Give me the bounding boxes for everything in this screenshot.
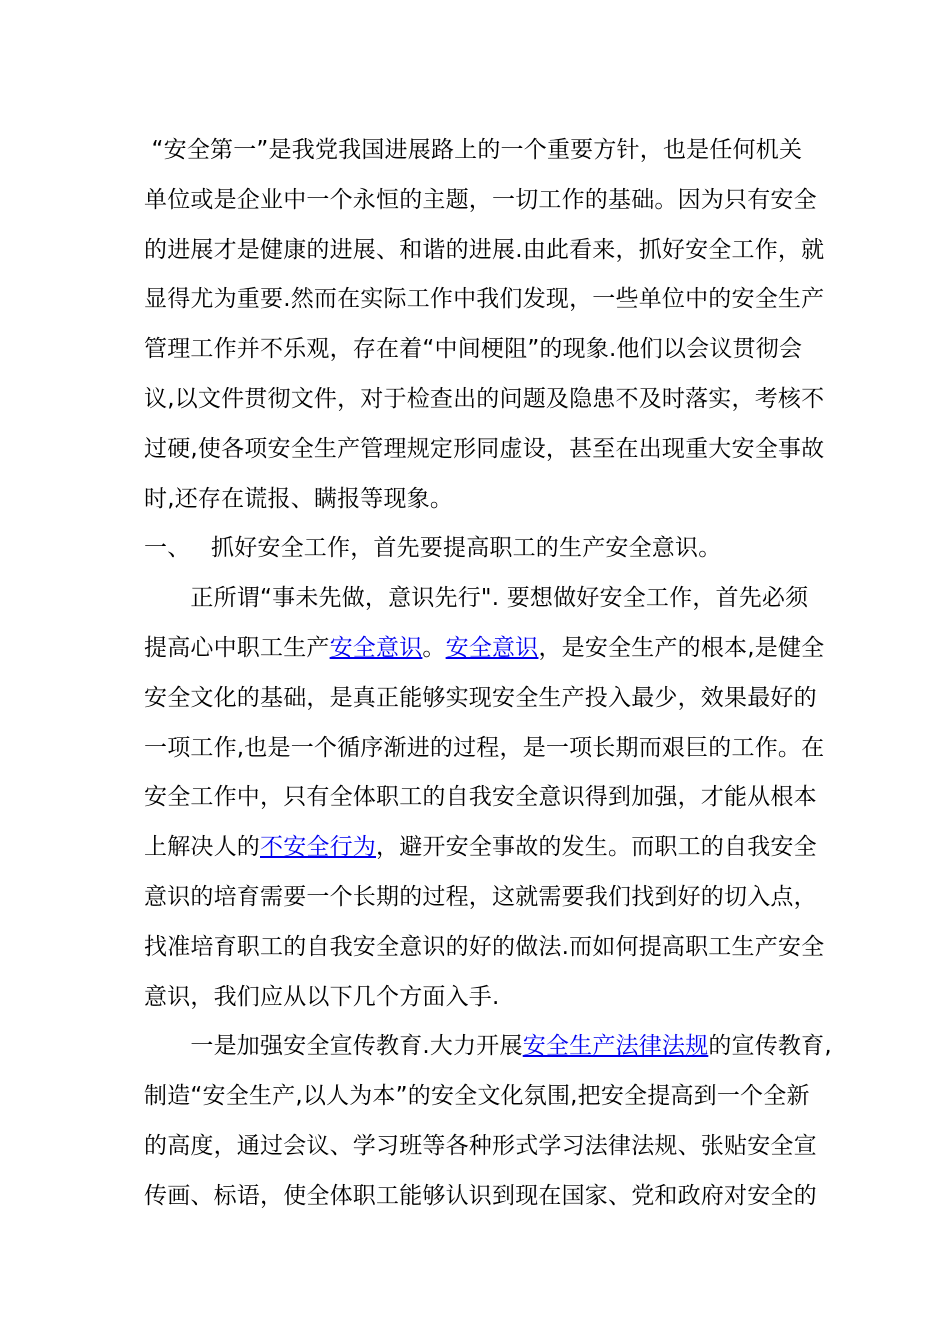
text-segment: 。	[422, 634, 446, 661]
text-segment: 一是加强安全宣传教育.大力开展	[144, 1033, 523, 1060]
text-line: 单位或是企业中一个永恒的主题，一切工作的基础。因为只有安全	[144, 186, 817, 213]
text-line: 的进展才是健康的进展、和谐的进展.由此看来，抓好安全工作，就	[144, 236, 825, 263]
link-safety-awareness-1[interactable]: 安全意识	[329, 634, 423, 661]
text-line: 安全文化的基础，是真正能够实现安全生产投入最少，效果最好的	[144, 684, 817, 711]
text-line: 传画、标语，使全体职工能够认识到现在国家、党和政府对安全的	[144, 1182, 817, 1209]
text-line: 的高度，通过会议、学习班等各种形式学习法律法规、张贴安全宣	[144, 1132, 817, 1159]
text-line: 制造“安全生产,以人为本”的安全文化氛围,把安全提高到一个全新	[144, 1083, 810, 1110]
heading-number: 一、	[144, 535, 191, 562]
link-safety-laws[interactable]: 安全生产法律法规	[522, 1033, 709, 1060]
text-line: 过硬,使各项安全生产管理规定形同虚设，甚至在出现重大安全事故	[144, 435, 825, 462]
paragraph-awareness	[144, 574, 825, 1022]
paragraph-intro	[144, 126, 825, 524]
link-unsafe-behavior[interactable]: 不安全行为	[260, 834, 376, 861]
text-line: 显得尤为重要.然而在实际工作中我们发现，一些单位中的安全生产	[144, 286, 825, 313]
text-segment: 提高心中职工生产	[144, 634, 330, 661]
paragraph-education	[144, 1022, 832, 1221]
document-page	[144, 126, 832, 1222]
heading-text: 抓好安全工作，首先要提高职工的生产安全意识。	[211, 535, 722, 562]
text-line: 时,还存在谎报、瞒报等现象。	[144, 485, 454, 512]
text-line: 意识的培育需要一个长期的过程，这就需要我们找到好的切入点，	[144, 883, 817, 910]
text-line: 议,以文件贯彻文件，对于检查出的问题及隐患不及时落实，考核不	[144, 385, 825, 412]
text-line: 安全工作中，只有全体职工的自我安全意识得到加强，才能从根本	[144, 784, 817, 811]
text-segment: ，是安全生产的根本,是健全	[538, 634, 825, 661]
text-segment: 的宣传教育,	[708, 1033, 832, 1060]
text-line: 找准培育职工的自我安全意识的好的做法.而如何提高职工生产安全	[144, 933, 825, 960]
text-line: 一项工作,也是一个循序渐进的过程，是一项长期而艰巨的工作。在	[144, 734, 825, 761]
text-line: “安全第一”是我党我国进展路上的一个重要方针，也是任何机关	[144, 137, 803, 163]
text-segment: ，避开安全事故的发生。而职工的自我安全	[376, 834, 817, 861]
text-line	[144, 823, 817, 873]
section-heading	[144, 524, 804, 574]
link-safety-awareness-2[interactable]: 安全意识	[445, 634, 539, 661]
text-line: 意识，我们应从以下几个方面入手.	[144, 983, 500, 1010]
text-line: 正所谓“事未先做，意识先行". 要想做好安全工作，首先必须	[144, 585, 809, 612]
text-segment: 上解决人的	[144, 834, 260, 861]
text-line	[144, 624, 825, 674]
text-line: 管理工作并不乐观，存在着“中间梗阻”的现象.他们以会议贯彻会	[144, 336, 803, 363]
text-line	[144, 1022, 832, 1072]
